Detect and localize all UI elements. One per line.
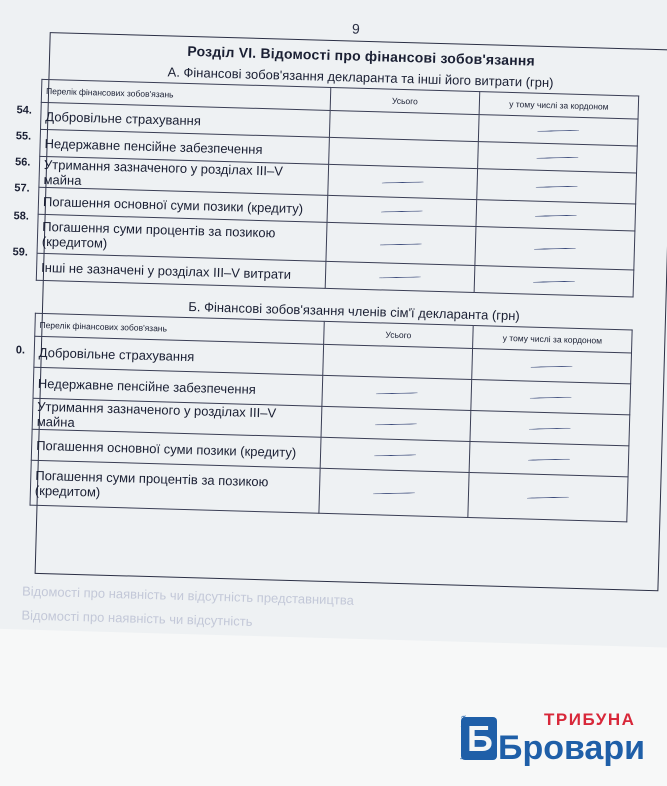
handwritten-dash xyxy=(374,454,416,456)
row-label: Погашення основної суми позики (кредиту) xyxy=(31,429,321,468)
logo-brovary-text: Бровари xyxy=(498,729,646,767)
abroad-cell xyxy=(468,472,628,521)
total-cell xyxy=(325,261,475,292)
row-number: 54. xyxy=(16,104,32,117)
row-number: 59. xyxy=(12,246,29,259)
header-total: Усього xyxy=(324,321,474,348)
section-title: Розділ VI. Відомості про фінансові зобов'язання xyxy=(187,42,536,69)
total-cell xyxy=(323,344,473,379)
part-a-table xyxy=(36,79,639,298)
row-label: Погашення суми процентів за позикою (кредитом) xyxy=(37,214,327,261)
handwritten-dash xyxy=(381,210,423,212)
abroad-cell xyxy=(472,348,632,383)
row-label: Погашення основної суми позики (кредиту) xyxy=(38,187,328,222)
bleed-through-text: Відомості про наявність чи відсутність представництва xyxy=(21,583,355,608)
logo-tribuna-text: ТРИБУНА xyxy=(544,710,636,729)
abroad-cell xyxy=(470,410,630,445)
total-cell xyxy=(320,437,470,472)
handwritten-dash xyxy=(536,185,578,187)
abroad-cell xyxy=(471,379,631,414)
page-number: 9 xyxy=(351,20,360,37)
handwritten-dash xyxy=(380,243,422,245)
brovary-b-icon: Б xyxy=(461,717,497,760)
total-cell xyxy=(328,164,478,199)
handwritten-dash xyxy=(529,427,571,429)
handwritten-dash xyxy=(533,280,575,282)
row-number: 55. xyxy=(15,130,32,143)
total-cell xyxy=(327,195,477,226)
row-label: Добровільне страхування xyxy=(41,102,331,137)
row-label: Погашення суми процентів за позикою (кредитом) xyxy=(30,460,320,513)
bleed-through-text: Відомості про наявність чи відсутність xyxy=(21,607,253,629)
handwritten-dash xyxy=(531,365,573,367)
handwritten-dash xyxy=(535,214,577,216)
header-name: Перелік фінансових зобов'язань xyxy=(41,79,331,110)
abroad-cell xyxy=(475,227,635,270)
abroad-cell xyxy=(477,169,637,204)
total-cell xyxy=(321,406,471,441)
tribuna-brovary-watermark xyxy=(448,710,646,766)
row-label: Недержавне пенсійне забезпечення xyxy=(33,367,323,406)
header-abroad: у тому числі за кордоном xyxy=(473,326,633,353)
total-cell xyxy=(319,468,469,517)
total-cell xyxy=(326,222,476,265)
row-label: Утримання зазначеного у розділах III–V майна xyxy=(32,398,322,437)
handwritten-dash xyxy=(379,276,421,278)
total-cell xyxy=(329,110,479,141)
row-number: 57. xyxy=(14,182,30,195)
abroad-cell xyxy=(474,266,634,297)
handwritten-dash xyxy=(382,181,424,183)
row-number: 0. xyxy=(15,344,26,357)
header-total: Усього xyxy=(330,87,480,114)
handwritten-dash xyxy=(530,396,572,398)
part-b-table xyxy=(30,313,633,523)
row-number: 56. xyxy=(14,156,31,169)
part-b-title: Б. Фінансові зобов'язання членів сім'ї декларанта (грн) xyxy=(188,299,520,324)
total-cell xyxy=(329,137,479,168)
row-label: Недержавне пенсійне забезпечення xyxy=(40,129,330,164)
abroad-cell xyxy=(469,441,629,476)
row-number: 58. xyxy=(13,210,30,223)
handwritten-dash xyxy=(537,129,579,131)
total-cell xyxy=(322,375,472,410)
handwritten-dash xyxy=(534,247,576,249)
handwritten-dash xyxy=(373,492,415,494)
handwritten-dash xyxy=(376,392,418,394)
handwritten-dash xyxy=(375,423,417,425)
row-label: Добровільне страхування xyxy=(34,336,324,375)
row-label: Утримання зазначеного у розділах III–V майна xyxy=(39,156,329,195)
header-abroad: у тому числі за кордоном xyxy=(479,92,639,119)
part-a-title: А. Фінансові зобов'язання декларанта та інші його витрати (грн) xyxy=(167,64,554,91)
header-name: Перелік фінансових зобов'язань xyxy=(35,313,325,344)
handwritten-dash xyxy=(536,156,578,158)
row-label: Інші не зазначені у розділах III–V витрати xyxy=(36,253,326,288)
handwritten-dash xyxy=(528,458,570,460)
section-box xyxy=(12,32,667,591)
handwritten-dash xyxy=(527,496,569,498)
